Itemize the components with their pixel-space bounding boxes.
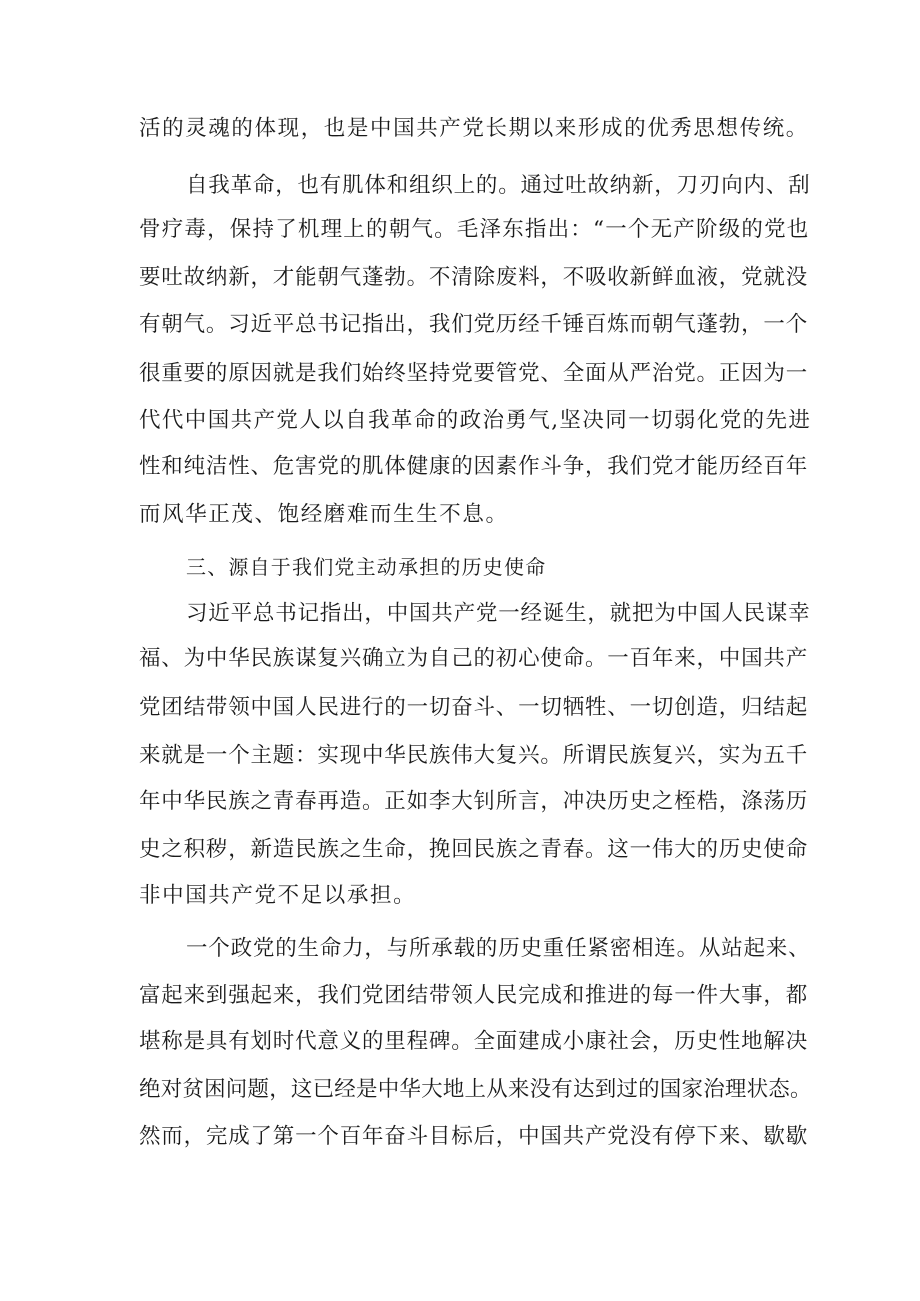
text-line: 党团结带领中国人民进行的一切奋斗、一切牺牲、一切创造，归结起: [139, 695, 809, 720]
paragraph-first-line: 自我革命，也有肌体和组织上的。通过吐故纳新，刀刃向内、刮: [186, 173, 811, 198]
text-line: 要吐故纳新，才能朝气蓬勃。不清除废料，不吸收新鲜血液，党就没: [139, 265, 809, 290]
text-line: 有朝气。习近平总书记指出，我们党历经千锤百炼而朝气蓬勃，一个: [139, 312, 809, 337]
text-line: 然而，完成了第一个百年奋斗目标后，中国共产党没有停下来、歇歇: [139, 1124, 809, 1149]
text-line: 绝对贫困问题，这已经是中华大地上从来没有达到过的国家治理状态。: [139, 1077, 812, 1102]
text-line: 非中国共产党不足以承担。: [139, 883, 417, 908]
paragraph-first-line: 一个政党的生命力，与所承载的历史重任紧密相连。从站起来、: [186, 936, 811, 961]
text-line: 而风华正茂、饱经磨难而生生不息。: [139, 502, 509, 527]
text-line: 年中华民族之青春再造。正如李大钊所言，冲决历史之桎梏，涤荡历: [139, 789, 809, 814]
text-line: 堪称是具有划时代意义的里程碑。全面建成小康社会，历史性地解决: [139, 1029, 809, 1054]
text-line: 性和纯洁性、危害党的肌体健康的因素作斗争，我们党才能历经百年: [139, 454, 809, 479]
text-line: 代代中国共产党人以自我革命的政治勇气,坚决同一切弱化党的先进: [139, 408, 812, 433]
text-line: 史之积秽，新造民族之生命，挽回民族之青春。这一伟大的历史使命: [139, 837, 809, 862]
text-line: 骨疗毒，保持了机理上的朝气。毛泽东指出：“一个无产阶级的党也: [139, 217, 810, 242]
text-line: 很重要的原因就是我们始终坚持党要管党、全面从严治党。正因为一: [139, 361, 809, 386]
text-line: 富起来到强起来，我们党团结带领人民完成和推进的每一件大事，都: [139, 983, 809, 1008]
paragraph-first-line: 习近平总书记指出，中国共产党一经诞生，就把为中国人民谋幸: [186, 601, 811, 626]
text-line: 来就是一个主题：实现中华民族伟大复兴。所谓民族复兴，实为五千: [139, 743, 809, 768]
section-heading: 三、源自于我们党主动承担的历史使命: [186, 555, 547, 579]
text-line: 福、为中华民族谋复兴确立为自己的初心使命。一百年来，中国共产: [139, 646, 809, 671]
text-line: 活的灵魂的体现，也是中国共产党长期以来形成的优秀思想传统。: [139, 116, 809, 141]
